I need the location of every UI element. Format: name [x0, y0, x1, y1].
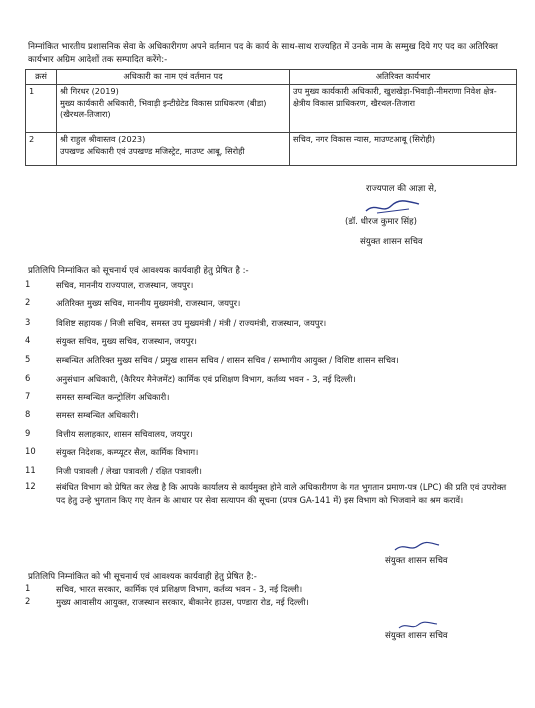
table-row	[26, 133, 517, 166]
table-header-row	[26, 70, 517, 85]
list-item-number: 8	[25, 409, 31, 419]
list-item-number: 10	[25, 446, 36, 456]
list-item-number: 6	[25, 373, 31, 383]
signatory-designation: संयुक्त शासन सचिव	[360, 237, 423, 247]
by-order-line: राज्यपाल की आज्ञा से,	[366, 184, 437, 194]
list-item-text: संबंधित विभाग को प्रेषित कर लेख है कि आपके कार्यालय से कार्यमुक्त होने वाले अधिकारीगण के गत भुगतान प्रमाण-पत्र (LPC) की प्रति एवं उपरोक्त पद हेतु उन्हे भुगतान किए गए वेतन के आधार पर सेवा सत्यापन की सूचना (प्रपत्र GA-141 में) इस विभाग को भिजवाने का श्रम करावें।	[56, 482, 507, 505]
copy2-intro: प्रतिलिपि निम्नांकित को भी सूचनार्थ एवं आवश्यक कार्यवाही हेतु प्रेषित है:-	[28, 572, 257, 582]
col-header-serial: क्रसं	[26, 70, 57, 85]
list-item-text: अतिरिक्त मुख्य सचिव, माननीय मुख्यमंत्री, राजस्थान, जयपुर।	[56, 298, 241, 308]
list-item-text: सचिव, माननीय राज्यपाल, राजस्थान, जयपुर।	[56, 280, 194, 290]
list-item-number: 5	[25, 354, 31, 364]
list-item-number: 1	[25, 279, 31, 289]
handwritten-signature-icon	[363, 198, 423, 216]
list-item-text: समस्त सम्बन्धित कन्ट्रोलिंग अधिकारी।	[56, 392, 170, 402]
officer-post: मुख्य कार्यकारी अधिकारी, भिवाड़ी इन्टीग्रेटेड विकास प्राधिकरण (बीडा) (खैरथल-तिजारा)	[60, 97, 267, 119]
list-item-number: 4	[25, 335, 31, 345]
row-serial: 1	[26, 85, 57, 133]
list-item-number: 3	[25, 317, 31, 327]
list-item-text: अनुसंधान अधिकारी, (कैरियर मैनेजमेंट) कार्मिक एवं प्रशिक्षण विभाग, कर्तव्य भवन - 3, नई दिल्ली।	[56, 374, 356, 384]
list-item-text: वित्तीय सलाहकार, शासन सचिवालय, जयपुर।	[56, 429, 193, 439]
officer-name: श्री गिरधर (2019)	[60, 86, 119, 96]
list-item-text: मुख्य आवासीय आयुक्त, राजस्थान सरकार, बीकानेर हाउस, पण्डारा रोड, नई दिल्ली।	[56, 597, 309, 607]
list-item-text: सचिव, भारत सरकार, कार्मिक एवं प्रशिक्षण विभाग, कर्तव्य भवन - 3, नई दिल्ली।	[56, 584, 303, 594]
list-item-text: विशिष्ट सहायक / निजी सचिव, समस्त उप मुख्यमंत्री / मंत्री / राज्यमंत्री, राजस्थान, जयपुर।	[56, 318, 327, 328]
list-item-number: 9	[25, 428, 31, 438]
list-item-number: 12	[25, 481, 36, 491]
list-item-text: निजी पत्रावली / लेखा पत्रावली / रक्षित पत्रावली।	[56, 466, 202, 476]
row-officer	[57, 133, 290, 166]
handwritten-signature-icon	[392, 540, 442, 554]
officer-name: श्री राहुल श्रीवास्तव (2023)	[60, 134, 146, 144]
row-additional-charge: उप मुख्य कार्यकारी अधिकारी, खुशखेड़ा-भिवाड़ी-नीमराणा निवेश क्षेत्र-क्षेत्रीय विकास प्राधिकरण, खैरथल-तिजारा	[290, 85, 517, 133]
list-item-text: संयुक्त सचिव, मुख्य सचिव, राजस्थान, जयपुर।	[56, 336, 197, 346]
intro-paragraph: निम्नांकित भारतीय प्रशासनिक सेवा के अधिकारीगण अपने वर्तमान पद के कार्य के साथ-साथ राज्यहित में उनके नाम के सम्मुख दिये गए पद का अतिरिक्त कार्यभार अग्रिम आदेशों तक सम्पादित करेंगे:-	[28, 42, 498, 65]
list-item-number: 2	[25, 297, 31, 307]
officer-post: उपखण्ड अधिकारी एवं उपखण्ड मजिस्ट्रेट, माउण्ट आबू, सिरोही	[60, 145, 245, 156]
list-item-text: सम्बन्धित अतिरिक्त मुख्य सचिव / प्रमुख शासन सचिव / शासन सचिव / सम्भागीय आयुक्त / विशिष्ट शासन सचिव।	[56, 355, 399, 365]
list-item-text: समस्त सम्बन्धित अधिकारी।	[56, 410, 139, 420]
row-serial: 2	[26, 133, 57, 166]
copy-intro: प्रतिलिपि निम्नांकित को सूचनार्थ एवं आवश्यक कार्यवाही हेतु प्रेषित है :-	[28, 266, 249, 276]
signatory-designation: संयुक्त शासन सचिव	[385, 556, 448, 566]
list-item-number: 2	[25, 596, 31, 606]
row-additional-charge: सचिव, नगर विकास न्यास, माउण्टआबू (सिरोही)	[290, 133, 517, 166]
list-item-number: 7	[25, 391, 31, 401]
col-header-officer: अधिकारी का नाम एवं वर्तमान पद	[57, 70, 290, 85]
list-item-number: 11	[25, 465, 36, 475]
list-item-number: 1	[25, 583, 31, 593]
list-item-text: संयुक्त निदेशक, कम्प्यूटर सैल, कार्मिक विभाग।	[56, 447, 199, 457]
row-officer	[57, 85, 290, 133]
col-header-additional-charge: अतिरिक्त कार्यभार	[290, 70, 517, 85]
officer-table	[25, 69, 517, 166]
table-row	[26, 85, 517, 133]
signatory-name: (डॉ. धीरज कुमार सिंह)	[345, 217, 417, 227]
signatory-designation: संयुक्त शासन सचिव	[385, 631, 448, 641]
